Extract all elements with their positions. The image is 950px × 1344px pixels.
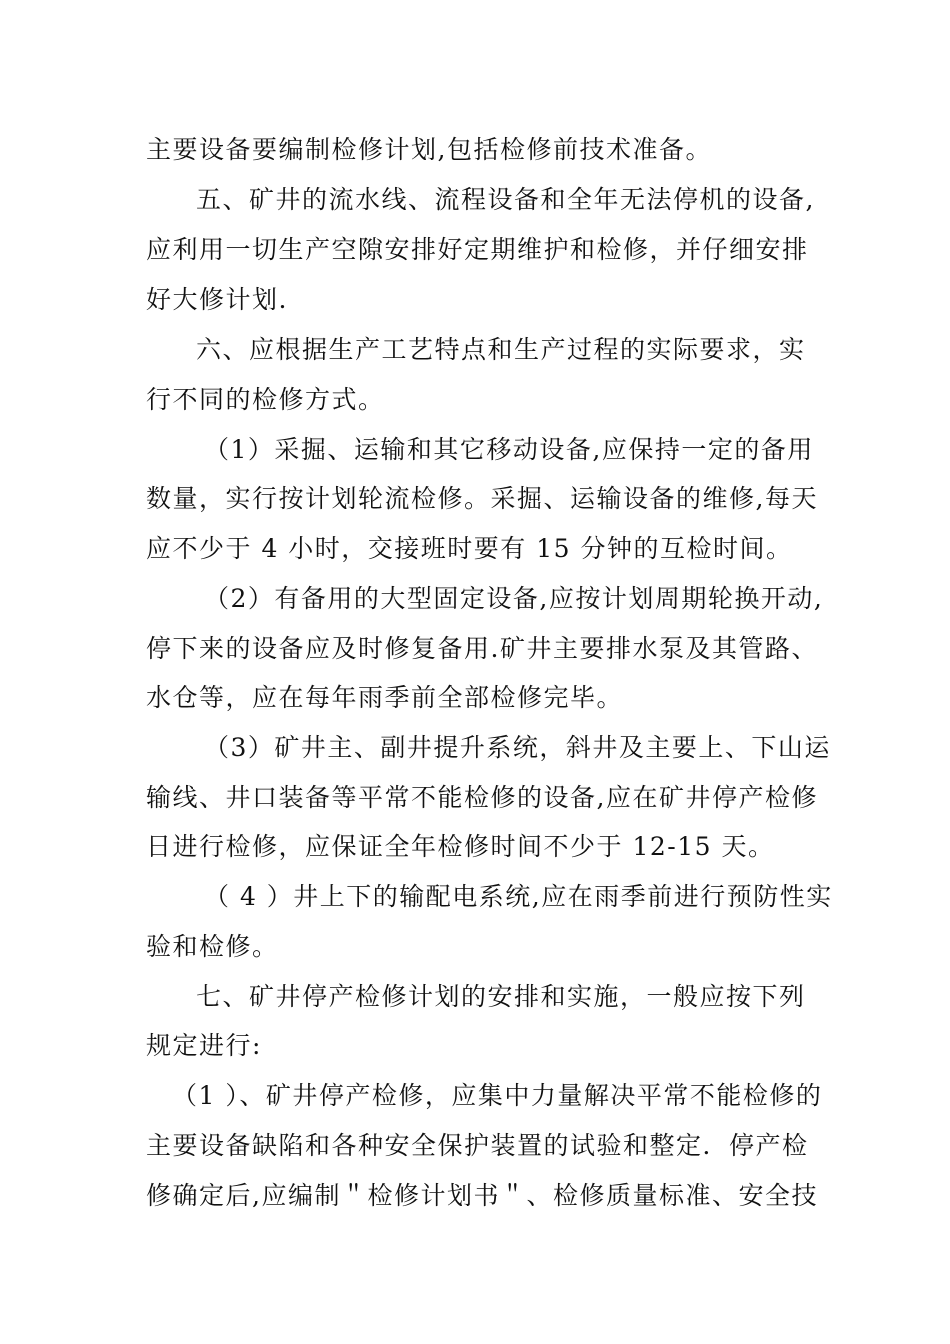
text-line-15: 日进行检修，应保证全年检修时间不少于 12-15 天。 <box>146 832 775 861</box>
text-line-6: 行不同的检修方式。 <box>146 385 385 414</box>
text-line-2: 五、矿井的流水线、流程设备和全年无法停机的设备, <box>196 185 815 214</box>
text-line-20: （1 ）、矿井停产检修，应集中力量解决平常不能检修的 <box>172 1081 823 1110</box>
text-line-14: 输线、井口装备等平常不能检修的设备,应在矿井停产检修 <box>146 783 818 812</box>
text-line-1: 主要设备要编制检修计划,包括检修前技术准备。 <box>146 135 712 164</box>
text-line-17: 验和检修。 <box>146 932 279 961</box>
text-line-19: 规定进行: <box>146 1031 262 1060</box>
text-line-8: 数量，实行按计划轮流检修。采掘、运输设备的维修,每天 <box>146 484 818 513</box>
text-line-10: （2）有备用的大型固定设备,应按计划周期轮换开动, <box>204 584 824 613</box>
text-line-11: 停下来的设备应及时修复备用.矿井主要排水泵及其管路、 <box>146 634 818 663</box>
text-line-21: 主要设备缺陷和各种安全保护装置的试验和整定．停产检 <box>146 1131 809 1160</box>
text-line-4: 好大修计划. <box>146 285 288 314</box>
text-line-22: 修确定后,应编制＂检修计划书＂、检修质量标准、安全技 <box>146 1181 818 1210</box>
text-line-3: 应利用一切生产空隙安排好定期维护和检修，并仔细安排 <box>146 235 809 264</box>
text-line-9: 应不少于 4 小时，交接班时要有 15 分钟的互检时间。 <box>146 534 793 563</box>
text-line-18: 七、矿井停产检修计划的安排和实施，一般应按下列 <box>196 982 806 1011</box>
text-line-16: （ 4 ）井上下的输配电系统,应在雨季前进行预防性实 <box>204 882 833 911</box>
text-line-12: 水仓等，应在每年雨季前全部检修完毕。 <box>146 683 624 712</box>
text-line-5: 六、应根据生产工艺特点和生产过程的实际要求，实 <box>196 335 806 364</box>
text-line-7: （1）采掘、运输和其它移动设备,应保持一定的备用 <box>204 435 814 464</box>
text-line-13: （3）矿井主、副井提升系统，斜井及主要上、下山运 <box>204 733 831 762</box>
